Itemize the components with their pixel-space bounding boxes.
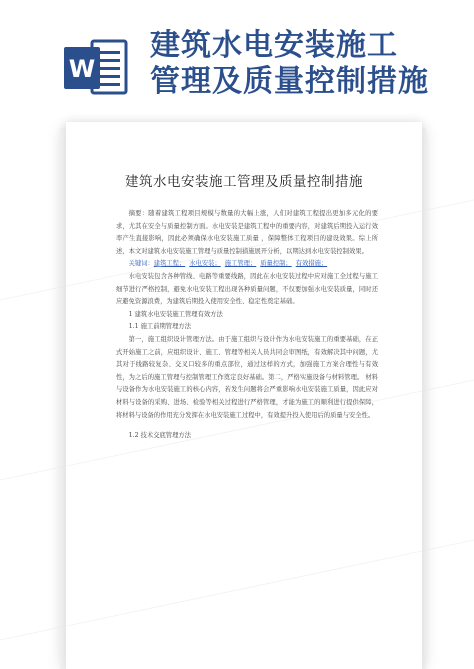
section-heading: 1 建筑水电安装施工管理有效方法 <box>128 310 223 318</box>
keyword-link[interactable]: 水电安装； <box>189 260 221 268</box>
banner-title <box>150 28 470 100</box>
keyword-link[interactable]: 施工管理； <box>224 260 257 268</box>
keywords-line <box>116 258 378 271</box>
body-paragraph: 第一，施工组织设计管理方法。由于施工组织与设计作为水电安装施工的重要基础，在正式开始施工之前，应组织设计、施工、管理等相关人员共同会审图纸，有效解决其中问题，尤其对于线路较复杂、交叉口较多的重点部位，通过这样的方式，加强施工方案合理性与有效性，为之后的施工管理与控制管理工作奠定良好基础。第二，严格实施设备与材料管理。 材料与设备作为水电安装施工的核心内容，若发生问题将会严重影响水电安装施工质量，因此应对材料与设备的采购、进场、检验等相关过程进行严格管理，才能为施工的顺利进行提供保障，将材料与设备的作用充分发挥在水电安装施工过程中，有效提升投入使用后的质量与安全性。 <box>116 335 378 419</box>
subsection-heading: 1.2 技术交底管理方法 <box>128 432 191 440</box>
banner-title-line-1: 建筑水电安装施工 <box>150 28 398 63</box>
banner <box>0 0 474 118</box>
keywords-label: 关键词： <box>128 260 154 268</box>
document-body <box>116 208 378 443</box>
subsection-heading: 1.1 施工前期管理方法 <box>128 323 191 331</box>
keyword-link[interactable]: 建筑工程； <box>153 260 186 268</box>
banner-title-line-2: 管理及质量控制措施 <box>150 64 429 99</box>
keyword-link[interactable]: 质量控制； <box>260 260 292 268</box>
intro-paragraph: 水电安装包含各种管线、电路等重要线路，因此在水电安装过程中应对施工全过程与施工细节进行严格控制，避免水电安装工程出现各种质量问题，不仅要加强水电安装质量，同时还应避免资源浪费，为建筑后期投入使用安全性、稳定性奠定基础。 <box>116 272 378 306</box>
word-document-icon <box>62 35 130 99</box>
logo-letter: W <box>68 55 96 83</box>
abstract-paragraph: 摘要：随着建筑工程项目规模与数量的大幅上涨，人们对建筑工程提出更加多元化的要求，尤其在安全与质量控制方面。水电安装是建筑工程中的重要内容，对建筑后期投入运行效率产生直接影响，因此必须确保水电安装施工质量 ，保障整体工程项目的建设效果。综上所述，本文对建筑水电安装施工管理与质量控制措施展开分析，以期达到水电安装控制效果。 <box>116 210 378 255</box>
keyword-link[interactable]: 有效措施； <box>295 260 328 268</box>
document-page <box>66 122 422 669</box>
document-title: 建筑水电安装施工管理及质量控制措施 <box>125 174 363 190</box>
